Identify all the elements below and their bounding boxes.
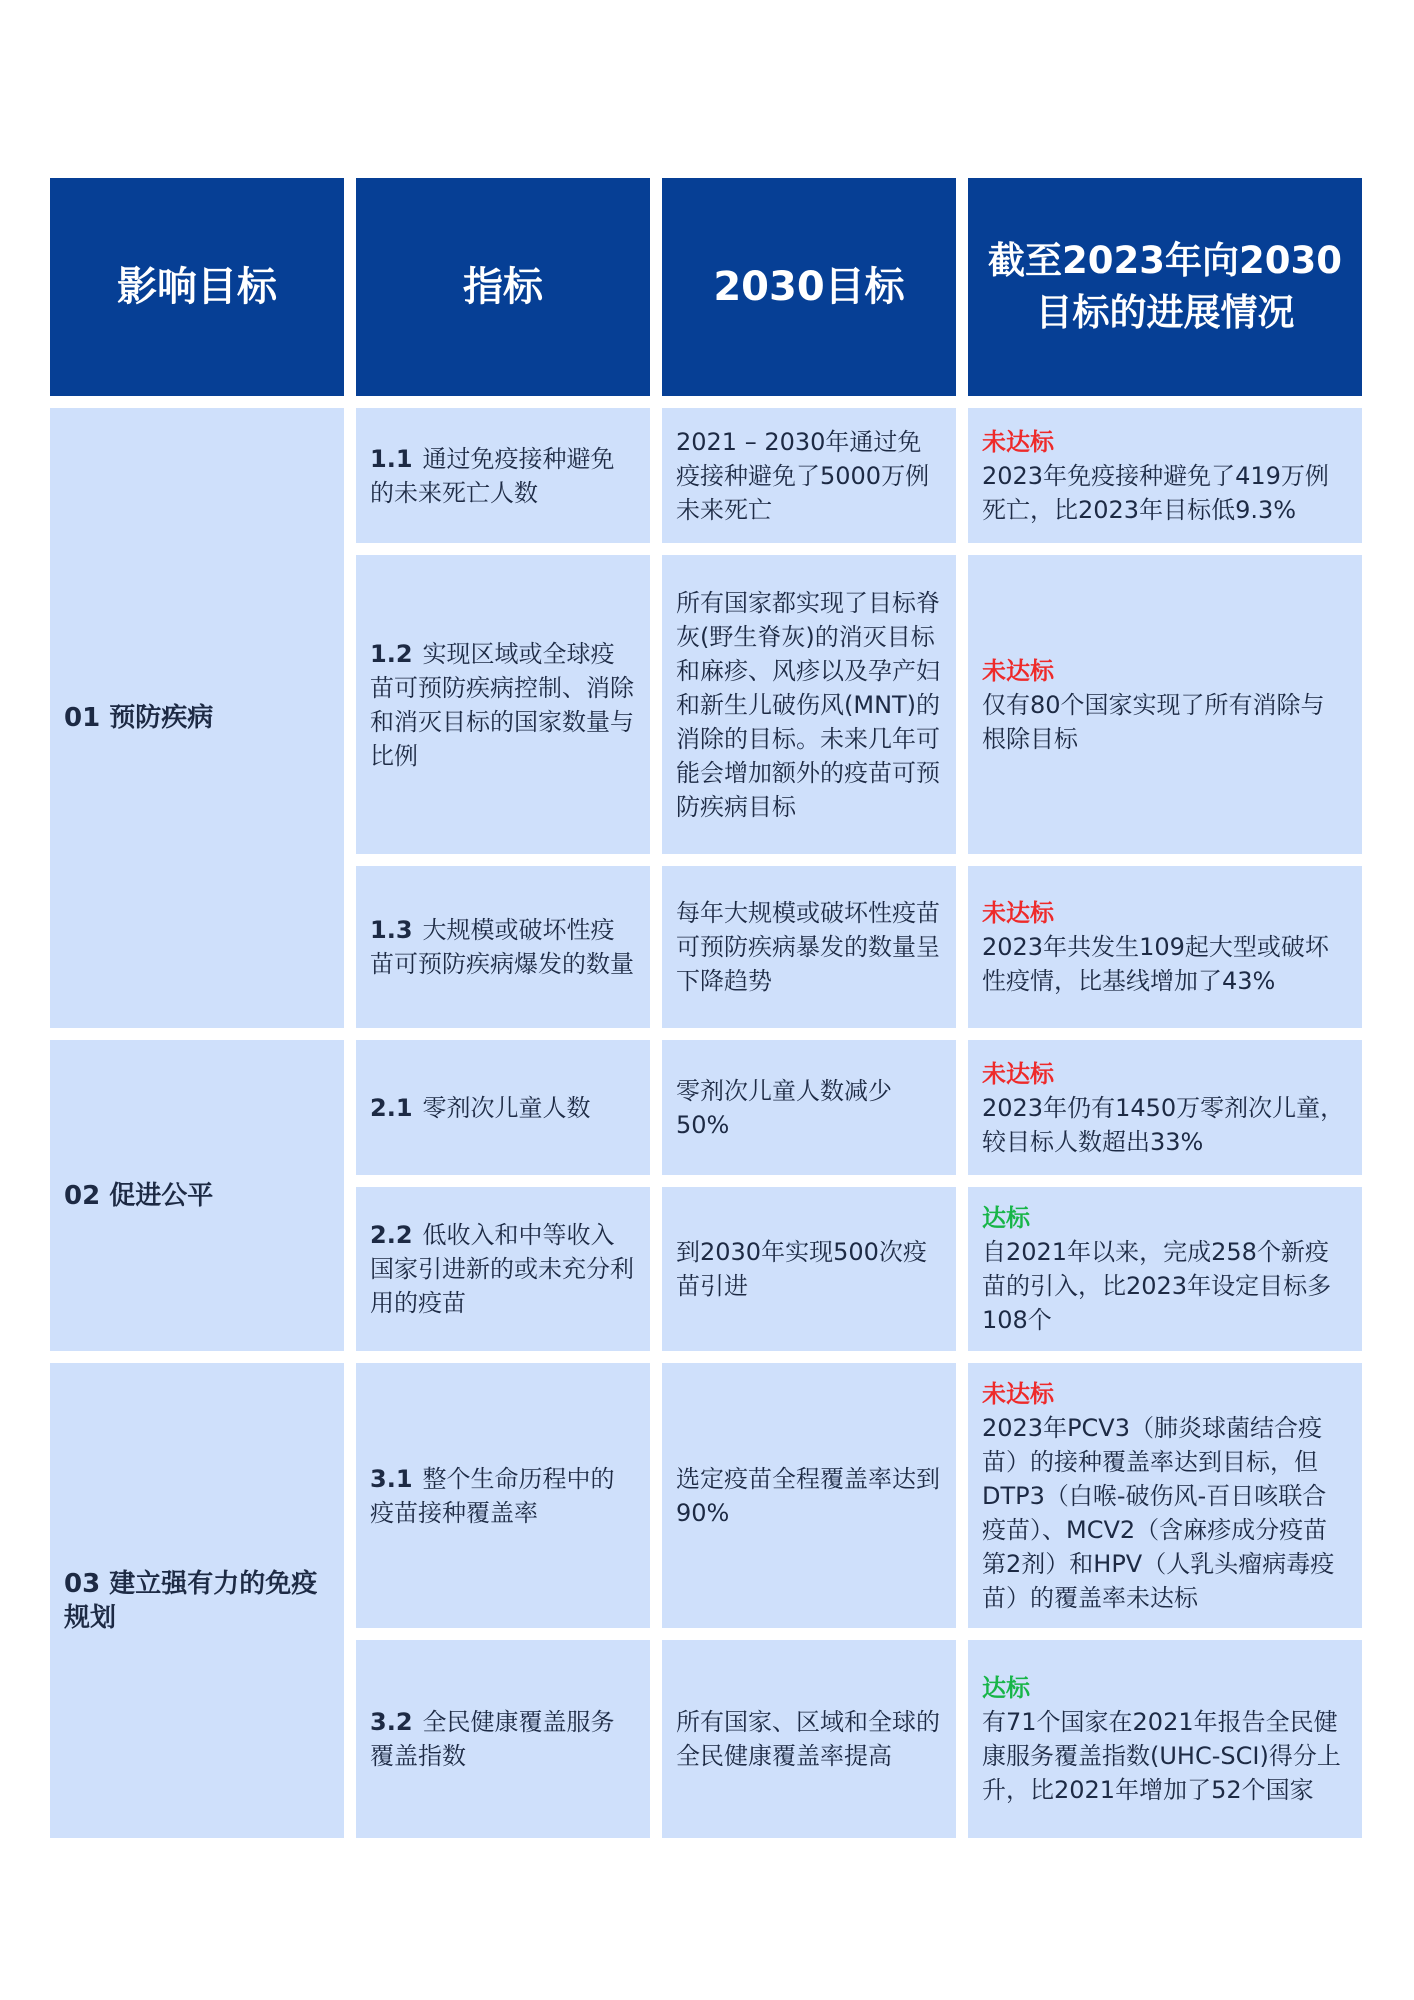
header-2030-target-label: 2030目标 <box>713 264 905 310</box>
indicator-1-1 <box>356 408 650 543</box>
goal-label: 01 预防疾病 <box>64 703 214 733</box>
progress-1-3 <box>968 866 1362 1028</box>
progress-text: 2023年免疫接种避免了419万例死亡，比2023年目标低9.3% <box>982 461 1329 524</box>
indicator-number: 1.1 <box>370 444 413 473</box>
target-3-2 <box>662 1640 956 1838</box>
goal-label: 02 促进公平 <box>64 1180 214 1211</box>
progress-text: 2023年共发生109起大型或破坏性疫情，比基线增加了43% <box>982 933 1329 995</box>
indicator-text: 大规模或破坏性疫苗可预防疾病爆发的数量 <box>370 916 634 978</box>
indicator-text: 实现区域或全球疫苗可预防疾病控制、消除和消灭目标的国家数量与比例 <box>370 639 634 770</box>
header-indicator-label: 指标 <box>463 264 543 310</box>
target-3-1 <box>662 1363 956 1628</box>
target-text: 选定疫苗全程覆盖率达到90% <box>676 1464 940 1527</box>
progress-text: 有71个国家在2021年报告全民健康服务覆盖指数(UHC-SCI)得分上升，比2021年增加了52个国家 <box>982 1708 1341 1804</box>
header-indicator <box>356 178 650 396</box>
indicator-1-3 <box>356 866 650 1028</box>
progress-2-2 <box>968 1187 1362 1351</box>
indicator-2-1 <box>356 1040 650 1175</box>
progress-1-1 <box>968 408 1362 543</box>
indicator-number: 2.2 <box>370 1221 413 1249</box>
progress-text: 2023年PCV3（肺炎球菌结合疫苗）的接种覆盖率达到目标，但DTP3（白喉-破伤风-百日咳联合疫苗）、MCV2（含麻疹成分疫苗第2剂）和HPV（人乳头瘤病毒疫苗）的覆盖率未达标 <box>982 1413 1335 1612</box>
indicator-text: 低收入和中等收入国家引进新的或未充分利用的疫苗 <box>370 1221 634 1317</box>
progress-text: 仅有80个国家实现了所有消除与根除目标 <box>982 690 1325 753</box>
progress-1-2 <box>968 555 1362 854</box>
progress-text: 2023年仍有1450万零剂次儿童，较目标人数超出33% <box>982 1093 1345 1156</box>
target-2-2 <box>662 1187 956 1351</box>
indicator-text: 通过免疫接种避免的未来死亡人数 <box>370 444 615 507</box>
goal-strong-programs <box>50 1363 344 1838</box>
target-text: 零剂次儿童人数减少50% <box>676 1076 892 1139</box>
progress-3-1 <box>968 1363 1362 1628</box>
indicator-2-2 <box>356 1187 650 1351</box>
target-text: 所有国家都实现了目标脊灰(野生脊灰)的消灭目标和麻疹、风疹以及孕产妇和新生儿破伤风(MNT)的消除的目标。未来几年可能会增加额外的疫苗可预防疾病目标 <box>676 588 941 821</box>
indicator-number: 2.1 <box>370 1093 413 1122</box>
target-1-1 <box>662 408 956 543</box>
target-1-3 <box>662 866 956 1028</box>
target-text: 2021 – 2030年通过免疫接种避免了5000万例未来死亡 <box>676 427 930 524</box>
progress-text: 自2021年以来，完成258个新疫苗的引入，比2023年设定目标多108个 <box>982 1238 1332 1334</box>
indicator-3-2 <box>356 1640 650 1838</box>
status-badge: 未达标 <box>982 427 1054 456</box>
target-1-2 <box>662 555 956 854</box>
status-badge: 未达标 <box>982 899 1054 927</box>
goal-label: 03 建立强有力的免疫规划 <box>64 1568 318 1633</box>
indicator-number: 1.2 <box>370 639 413 668</box>
header-impact-goal <box>50 178 344 396</box>
indicator-text: 全民健康覆盖服务覆盖指数 <box>370 1708 615 1770</box>
indicator-3-1 <box>356 1363 650 1628</box>
status-badge: 达标 <box>982 1204 1030 1232</box>
status-badge: 未达标 <box>982 1059 1054 1088</box>
indicator-text: 整个生命历程中的疫苗接种覆盖率 <box>370 1464 615 1527</box>
header-impact-goal-label: 影响目标 <box>117 264 277 310</box>
target-2-1 <box>662 1040 956 1175</box>
status-badge: 未达标 <box>982 1379 1054 1408</box>
header-2030-target <box>662 178 956 396</box>
immunization-progress-table <box>50 178 1360 1838</box>
header-progress-line1: 截至2023年向2030 <box>988 239 1342 282</box>
indicator-number: 3.2 <box>370 1708 413 1736</box>
indicator-number: 3.1 <box>370 1464 413 1493</box>
goal-prevent-disease <box>50 408 344 1028</box>
indicator-1-2 <box>356 555 650 854</box>
indicator-number: 1.3 <box>370 916 413 944</box>
indicator-text: 零剂次儿童人数 <box>422 1093 591 1122</box>
goal-promote-equity <box>50 1040 344 1351</box>
progress-3-2 <box>968 1640 1362 1838</box>
status-badge: 达标 <box>982 1674 1030 1702</box>
target-text: 每年大规模或破坏性疫苗可预防疾病暴发的数量呈下降趋势 <box>676 899 940 995</box>
target-text: 到2030年实现500次疫苗引进 <box>676 1238 927 1300</box>
progress-2-1 <box>968 1040 1362 1175</box>
header-progress-2023 <box>968 178 1362 396</box>
target-text: 所有国家、区域和全球的全民健康覆盖率提高 <box>676 1708 940 1770</box>
header-progress-line2: 目标的进展情况 <box>1035 291 1295 334</box>
status-badge: 未达标 <box>982 656 1054 685</box>
